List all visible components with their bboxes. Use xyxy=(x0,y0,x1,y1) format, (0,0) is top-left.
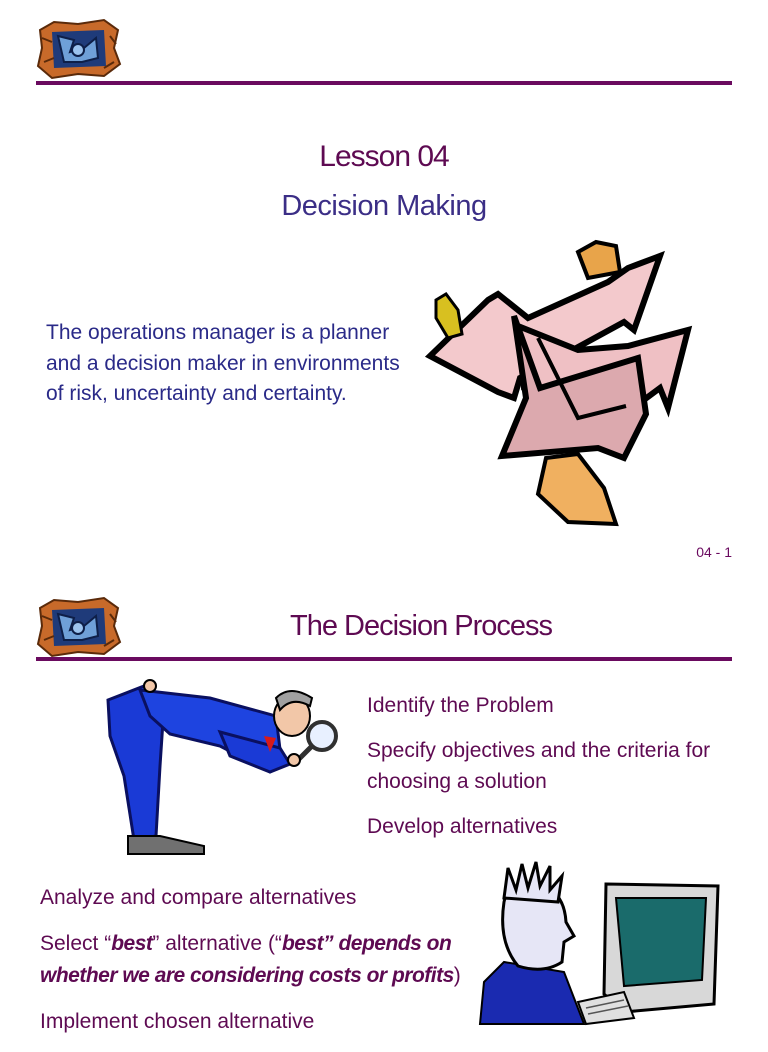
step-specify: Specify objectives and the criteria for choosing a solution xyxy=(367,739,711,793)
select-suffix: ) xyxy=(453,964,461,987)
intro-text: The operations manager is a planner and a decision maker in environments of risk, uncertainty and certainty. xyxy=(46,321,400,405)
magnifier-man-icon xyxy=(100,676,342,860)
step-analyze: Analyze and compare alternatives xyxy=(40,886,357,909)
step-implement: Implement chosen alternative xyxy=(40,1010,315,1033)
header-rule-2 xyxy=(36,657,732,661)
select-best-2: best xyxy=(281,932,324,955)
select-prefix: Select “ xyxy=(40,932,112,955)
step-identify: Identify the Problem xyxy=(367,694,554,717)
brick-logo-icon xyxy=(34,18,122,80)
brick-logo-icon xyxy=(34,596,122,658)
process-title: The Decision Process xyxy=(290,610,553,642)
header-rule xyxy=(36,81,732,85)
step-develop: Develop alternatives xyxy=(367,815,558,838)
process-steps-right xyxy=(367,690,727,856)
select-best-1: best xyxy=(111,932,153,955)
select-depends: ” depends on whether we are considering costs or profits xyxy=(40,932,454,987)
confused-arrows-icon xyxy=(428,238,704,528)
computer-user-icon xyxy=(474,862,724,1024)
lesson-subtitle: Decision Making xyxy=(281,190,487,222)
lesson-title: Lesson 04 xyxy=(319,140,449,173)
select-mid: ” alternative (“ xyxy=(152,932,282,955)
step-select xyxy=(40,928,470,992)
page-number: 04 - 1 xyxy=(696,544,732,560)
process-steps-left xyxy=(40,882,470,1052)
